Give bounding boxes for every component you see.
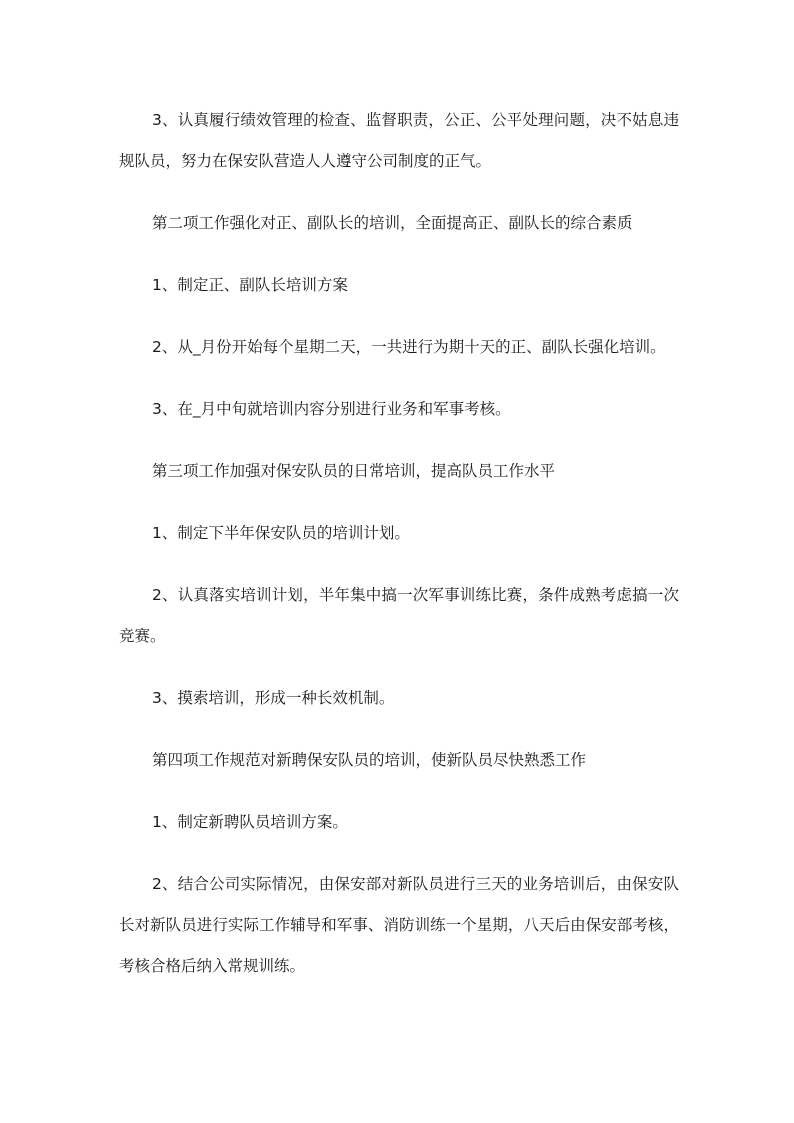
paragraph-item-2-new-hire-training: 2、结合公司实际情况，由保安部对新队员进行三天的业务培训后，由保安队长对新队员进行实际工作辅导和军事、消防训练一个星期，八天后由保安部考核，考核合格后纳入常规训练。 <box>119 875 679 975</box>
paragraph-item-2-schedule: 2、从_月份开始每个星期二天，一共进行为期十天的正、副队长强化培训。 <box>152 338 666 356</box>
paragraph-item-3-assessment: 3、在_月中旬就培训内容分别进行业务和军事考核。 <box>152 400 511 418</box>
paragraph-item-1-training-plan: 1、制定下半年保安队员的培训计划。 <box>152 524 410 542</box>
document-body <box>119 100 679 1008</box>
section-heading-3: 第三项工作加强对保安队员的日常培训，提高队员工作水平 <box>152 462 556 480</box>
section-heading-4: 第四项工作规范对新聘保安队员的培训，使新队员尽快熟悉工作 <box>152 751 587 769</box>
paragraph-item-3-mechanism: 3、摸索培训，形成一种长效机制。 <box>152 689 395 707</box>
paragraph-item-1-plan: 1、制定正、副队长培训方案 <box>152 276 348 294</box>
paragraph-item-1-new-hire-plan: 1、制定新聘队员培训方案。 <box>152 813 348 831</box>
paragraph-item-3-performance: 3、认真履行绩效管理的检查、监督职责，公正、公平处理问题，决不姑息违规队员，努力在保安队营造人人遵守公司制度的正气。 <box>119 111 679 170</box>
paragraph-item-2-implementation: 2、认真落实培训计划，半年集中搞一次军事训练比赛，条件成熟考虑搞一次竞赛。 <box>119 586 679 645</box>
section-heading-2: 第二项工作强化对正、副队长的培训，全面提高正、副队长的综合素质 <box>152 214 633 232</box>
